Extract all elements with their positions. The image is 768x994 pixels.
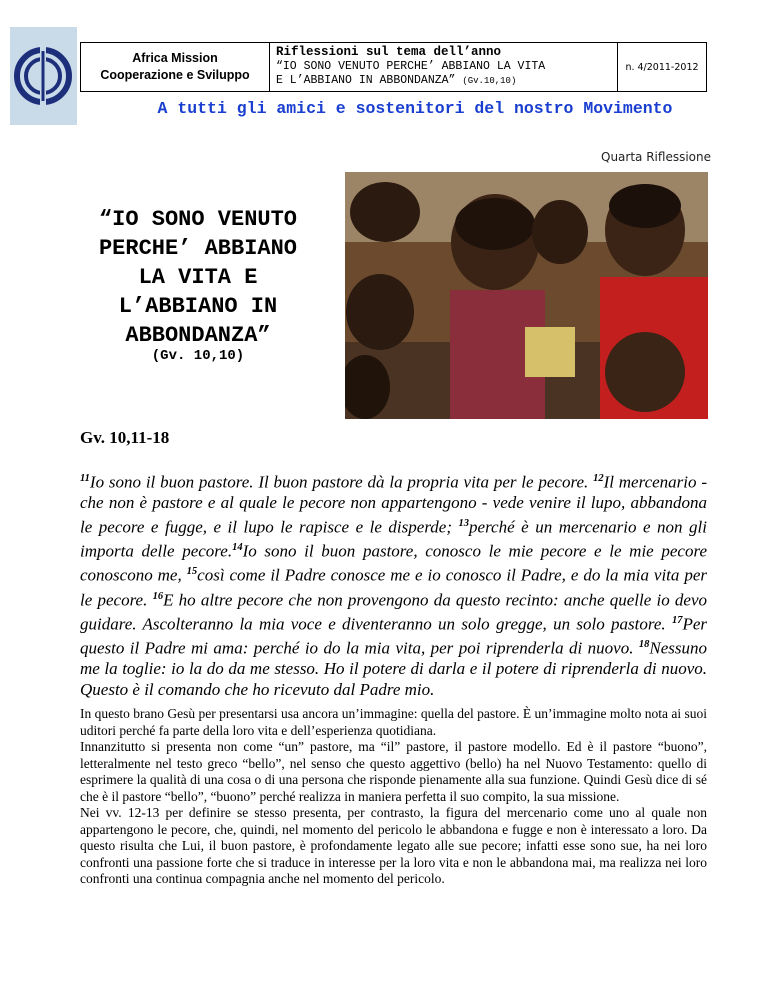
verse-number: 17: [671, 614, 683, 626]
reflection-label: Quarta Riflessione: [601, 150, 711, 164]
verse-text: Il mercenario - che non è pastore e al quale le pecore non appartengono - vede venire il lupo, abbandona le pecore e fugge, e il lupo le rapisce e le disperde;: [80, 472, 707, 537]
header-subtitle-line1: “IO SONO VENUTO PERCHE’ ABBIANO LA VITA: [276, 60, 546, 73]
header-table: [80, 42, 707, 92]
commentary-paragraph: Innanzitutto si presenta non come “un” pastore, ma “il” pastore, il pastore modello. Ed è il pastore “buono”, letteralmente nel testo greco “bello”, nel senso che questo aggettivo (bello) ha nel Nuovo Testamento: quello di esprimere la qualità di una cosa o di una persona che risponde pienamente alla sua funzione. Quindi Gesù dice di sé che è il pastore “bello”, “buono” perché realizza in maniera perfetta il suo compito, la sua missione.: [80, 739, 707, 804]
verse-number: 16: [152, 590, 164, 602]
header-title: Riflessioni sul tema dell’anno: [276, 45, 502, 59]
verse-text: Per questo il Padre mi ama: perché io do la mia vita, per poi riprenderla di nuovo.: [80, 614, 707, 658]
header-subtitle-ref: (Gv.10,10): [462, 76, 517, 86]
quote-line: ABBONDANZA”: [125, 323, 271, 348]
quote-line: PERCHE’ ABBIANO: [98, 236, 298, 261]
commentary-paragraph: Nei vv. 12-13 per definire se stesso presenta, per contrasto, la figura del mercenario come uno al quale non appartengono le pecore, che, quindi, nel momento del pericolo le abbandona e fugge e non è interessato a loro. Da questo risulta che Lui, il buon pastore, è profondamente legato alle sue pecore; infatti esse sono sue, ha nei loro confronti una passione forte che si traduce in interesse per la loro vita e non le abbandona mai, ma realizza nei loro confronti una continua compagnia anche nel momento del pericolo.: [80, 805, 707, 886]
header-title-cell: [270, 43, 618, 91]
banner-heading: A tutti gli amici e sostenitori del nostro Movimento: [157, 99, 673, 118]
verse-text: Nessuno me la toglie: io la do da me stesso. Ho il potere di darla e il potere di riprenderla di nuovo. Questo è il comando che ho ricevuto dal Padre mio.: [80, 638, 707, 699]
verse-text: perché è un mercenario e non gli importa delle pecore.: [80, 517, 707, 561]
gospel-passage: [80, 469, 707, 701]
commentary-paragraph: In questo brano Gesù per presentarsi usa ancora un’immagine: quella del pastore. È un’immagine molto nota ai suoi uditori perché fa parte della loro vita e dell’esperienza quotidiana.: [80, 706, 707, 738]
verse-number: 12: [593, 473, 604, 484]
verse-number: 13: [458, 517, 470, 529]
organization-name: [81, 43, 270, 91]
children-photo: [345, 172, 708, 419]
verse-text: così come il Padre conosce me e io conosco il Padre, e do la mia vita per le pecore.: [80, 566, 707, 610]
quote-reference: (Gv. 10,10): [151, 348, 245, 364]
header-subtitle-line2: E L’ABBIANO IN ABBONDANZA”: [276, 74, 456, 87]
commentary-text: [80, 706, 707, 888]
verse-text: Io sono il buon pastore, conosco le mie pecore e le mie pecore conoscono me,: [80, 541, 707, 585]
verse-text: Io sono il buon pastore. Il buon pastore dà la propria vita per le pecore.: [89, 472, 594, 492]
passage-reference: Gv. 10,11-18: [80, 428, 170, 447]
issue-number: n. 4/2011-2012: [625, 61, 699, 73]
quote-line: L’ABBIANO IN: [118, 294, 278, 319]
org-line1: Africa Mission: [132, 51, 218, 65]
verse-number: 14: [232, 542, 243, 554]
verse-text: E ho altre pecore che non provengono da questo recinto: anche quelle io devo guidare. Ascolteranno la mia voce e diventeranno un solo gregge, un solo pastore.: [80, 590, 707, 634]
featured-quote: [62, 205, 334, 350]
quote-line: LA VITA E: [138, 265, 258, 290]
verse-number: 18: [638, 639, 650, 651]
verse-number: 15: [186, 566, 198, 578]
verse-number: 11: [80, 473, 90, 484]
org-line2: Cooperazione e Sviluppo: [100, 68, 250, 82]
quote-line: “IO SONO VENUTO: [98, 207, 298, 232]
